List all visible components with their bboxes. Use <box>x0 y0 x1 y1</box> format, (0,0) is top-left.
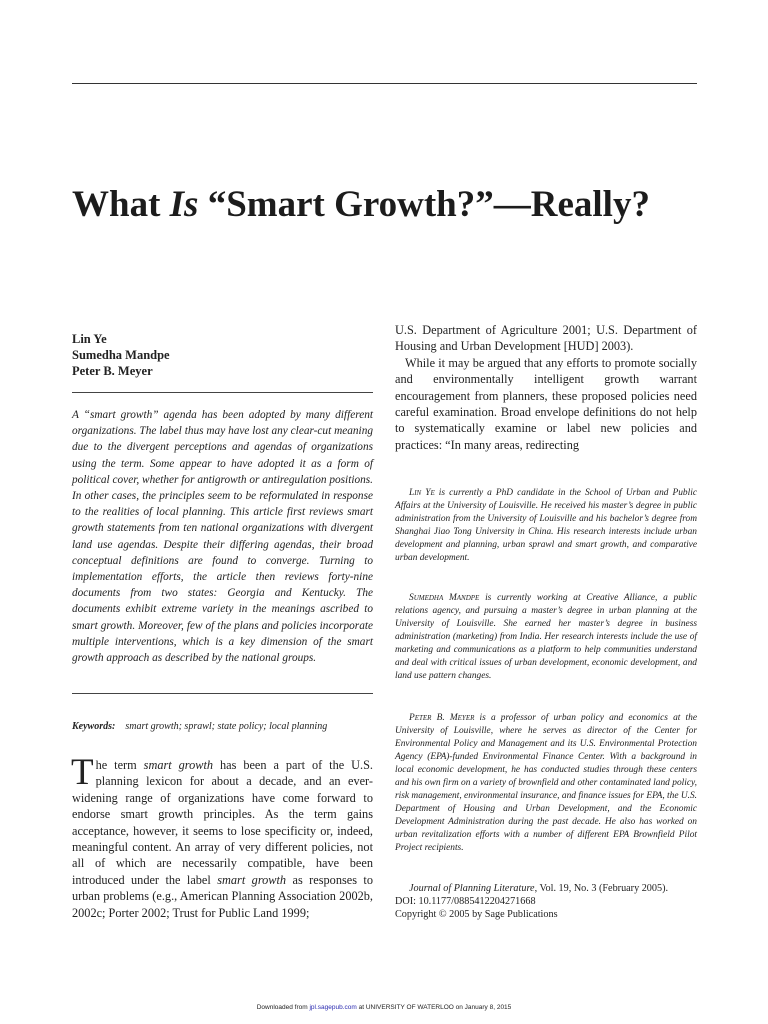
download-footer <box>0 1004 768 1011</box>
keywords-label: Keywords: <box>72 721 116 732</box>
body-text-span: as responses to urban problems (e.g., American Planning Association 2002b, 2002c; Porter 2002; Trust for Public Land 1999; <box>72 872 373 920</box>
bio-author-name: Lin Ye <box>409 488 435 498</box>
bio-text: is a professor of urban policy and economics at the University of Louisville, where he serves as director of the Center for Environmental Policy and Management and its U.S. Environmental Protection Agency (EPA)-funded Environmental Finance Center. With a background in local economic development, he has conducted studies through these centers and his own firm on a variety of brownfield and other contaminated land policy, risk management, environmental insurance, and finance issues for EPA, the U.S. Department of Housing and Urban Development, and the Economic Development Administration during the past decade. He also has worked on urban revitalization efforts with a number of different EPA Brownfield Pilot Project recipients. <box>395 713 697 853</box>
keywords <box>72 719 382 735</box>
body-text-span: has been a part of the U.S. planning lexicon for about a decade, and an ever-widening range of organizations have come forward to endorse smart growth principles. As the term gains acceptance, however, it seems to lose specificity or, indeed, meaningful content. An array of very different policies, not all of which are necessarily compatible, have been introduced under the label <box>72 758 374 887</box>
body-text-italic: smart growth <box>217 872 287 887</box>
author-list <box>72 331 372 379</box>
author-bio <box>395 712 697 855</box>
body-paragraph: U.S. Department of Agriculture 2001; U.S. Department of Housing and Urban Development [HUD] 2003). <box>395 323 697 354</box>
bio-author-name: Peter B. Meyer <box>409 713 475 723</box>
title-emphasis: Is <box>169 184 199 225</box>
author-bio <box>395 592 697 683</box>
article-title <box>72 182 712 228</box>
footer-prefix: Downloaded from <box>256 1004 310 1011</box>
author-name: Lin Ye <box>72 332 107 346</box>
footer-suffix: at UNIVERSITY OF WATERLOO on January 8, 2015 <box>356 1004 512 1011</box>
author-name: Sumedha Mandpe <box>72 348 170 362</box>
body-paragraph: While it may be argued that any efforts to promote socially and environmentally intelligent growth warrant encouragement from planners, these proposed policies need careful examination. Broad envelope definitions do not help to systematically examine or label new policies and practices: “In many areas, redirecting <box>395 355 697 452</box>
citation-block <box>395 882 697 921</box>
bio-text: is currently a PhD candidate in the School of Urban and Public Affairs at the University of Louisville. He received his master’s degree in public administration from the University of Louisville and his bachelor’s degree from Shanghai Jiao Tong University in China. His research interests include urban development and planning, urban sprawl and smart growth, and comparative urban development. <box>395 488 697 563</box>
title-part2: “Smart Growth?”—Really? <box>198 184 650 225</box>
journal-name: Journal of Planning Literature <box>409 883 535 894</box>
bio-text: is currently working at Creative Alliance, a public relations agency, and pursuing a master’s degree in urban planning at the University of Louisville. She earned her master’s degree in business administration (marketing) from India. Her research interests include the use of marketing and communications as a platform to help communities understand and deal with critical issues of urban development, economic development, and land use pattern changes. <box>395 593 697 681</box>
copyright: Copyright © 2005 by Sage Publications <box>395 909 558 920</box>
top-rule <box>72 83 697 84</box>
abstract-top-rule <box>72 392 373 393</box>
drop-cap: T <box>71 752 94 793</box>
author-bio <box>395 487 697 565</box>
doi: DOI: 10.1177/0885412204271668 <box>395 896 536 907</box>
bio-author-name: Sumedha Mandpe <box>409 593 480 603</box>
keywords-value: smart growth; sprawl; state policy; local planning <box>125 721 328 732</box>
author-name: Peter B. Meyer <box>72 364 153 378</box>
body-text-left <box>71 752 374 921</box>
body-text-span: he term <box>95 758 144 772</box>
abstract-bottom-rule <box>72 693 373 694</box>
footer-link[interactable]: jpl.sagepub.com <box>309 1004 357 1011</box>
journal-volume: , Vol. 19, No. 3 (February 2005). <box>534 883 669 894</box>
body-text-italic: smart growth <box>143 758 214 772</box>
body-text-right <box>395 322 697 453</box>
abstract: A “smart growth” agenda has been adopted by many different organizations. The label thus may have lost any clear-cut meaning due to the divergent perceptions and agendas of organizations using the term. Some appear to have adopted it as a form of political cover, whether for antigrowth or antiregulation positions. In other cases, the principles seem to be reformulated in response to the realities of local planning. This article first reviews smart growth statements from ten national organizations with divergent land use agendas. Despite their differing agendas, their broad conceptual definitions are found to converge. Turning to implementation efforts, the article then reviews forty-nine documents from two states: Georgia and Kentucky. The documents exhibit extreme variety in the meanings ascribed to smart growth. Moreover, few of the plans and policies incorporate multiple interventions, which is a key dimension of the smart growth approach as described by the national groups. <box>72 409 373 665</box>
title-part1: What <box>72 184 170 225</box>
